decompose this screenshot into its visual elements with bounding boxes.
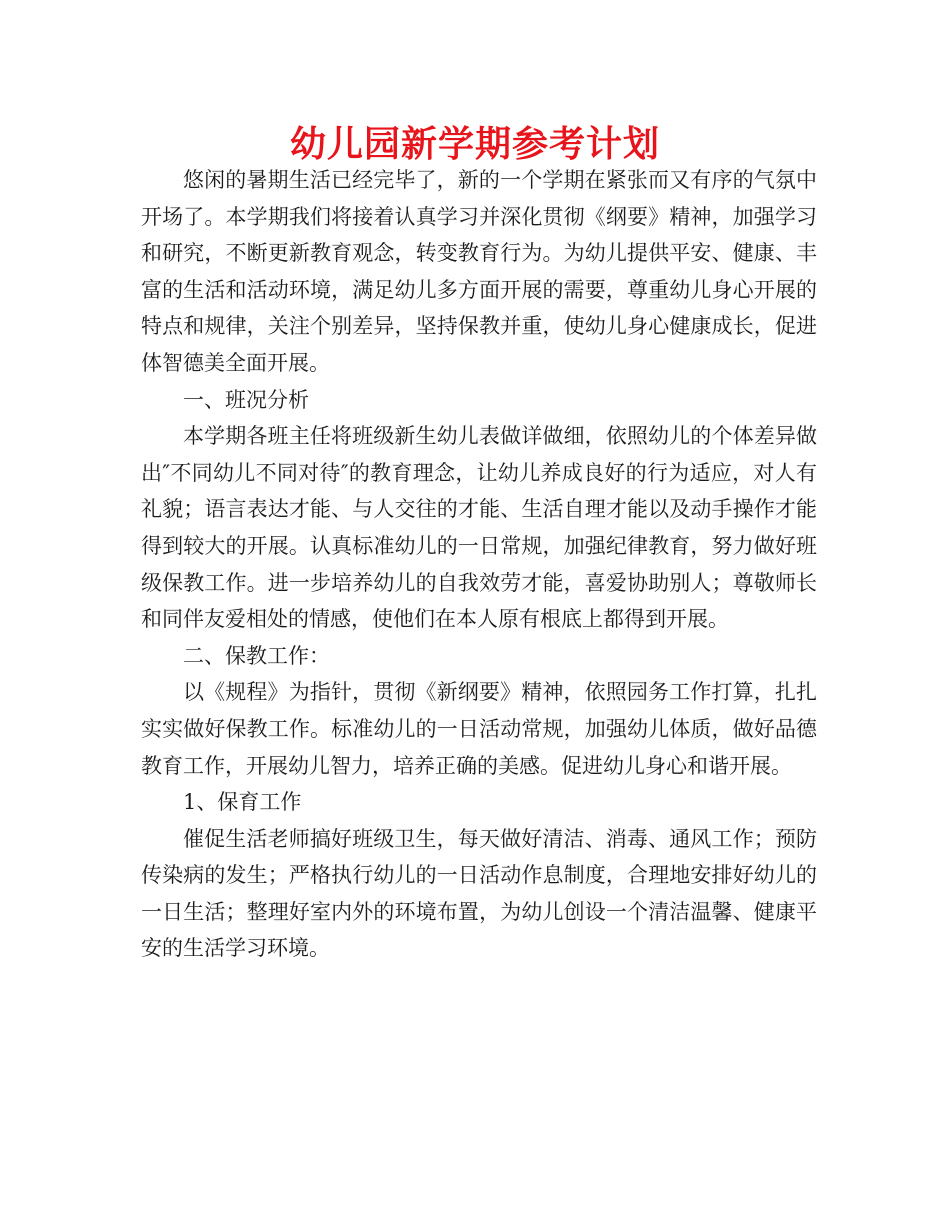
nursing-paragraph: 催促生活老师搞好班级卫生，每天做好清洁、消毒、通风工作；预防传染病的发生；严格执行幼儿的一日活动作息制度，合理地安排好幼儿的一日生活；整理好室内外的环境布置，为幼儿创设一个清洁温馨、健康平安的生活学习环境。 (141, 826, 817, 961)
care-education-paragraph: 以《规程》为指针，贯彻《新纲要》精神，依照园务工作打算，扎扎实实做好保教工作。标准幼儿的一日活动常规，加强幼儿体质，做好品德教育工作，开展幼儿智力，培养正确的美感。促进幼儿身心和谐开展。 (141, 680, 817, 778)
intro-paragraph: 悠闲的暑期生活已经完毕了，新的一个学期在紧张而又有序的气氛中开场了。本学期我们将接着认真学习并深化贯彻《纲要》精神，加强学习和研究，不断更新教育观念，转变教育行为。为幼儿提供平安、健康、丰富的生活和活动环境，满足幼儿多方面开展的需要，尊重幼儿身心开展的特点和规律，关注个别差异，坚持保教并重，使幼儿身心健康成长，促进体智德美全面开展。 (141, 168, 817, 375)
document-body (141, 162, 817, 967)
subsection-heading-nursing: 1、保育工作 (183, 790, 302, 815)
document-title: 幼儿园新学期参考计划 (289, 124, 660, 165)
section-heading-care-education: 二、保教工作： (183, 643, 330, 668)
class-analysis-paragraph: 本学期各班主任将班级新生幼儿表做详做细，依照幼儿的个体差异做出″不同幼儿不同对待″的教育理念，让幼儿养成良好的行为适应，对人有礼貌；语言表达才能、与人交往的才能、生活自理才能以及动手操作才能得到较大的开展。认真标准幼儿的一日常规，加强纪律教育，努力做好班级保教工作。进一步培养幼儿的自我效劳才能，喜爱协助别人；尊敬师长和同伴友爱相处的情感，使他们在本人原有根底上都得到开展。 (141, 424, 817, 632)
section-heading-class-analysis: 一、班况分析 (183, 387, 309, 412)
